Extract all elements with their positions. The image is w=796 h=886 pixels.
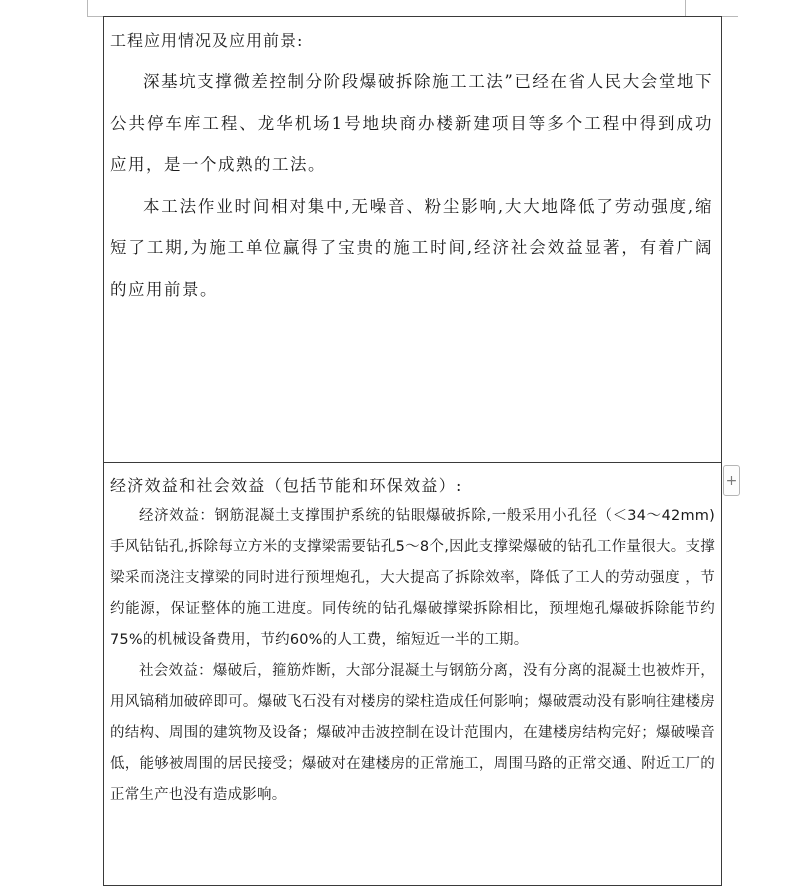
benefits-heading: 经济效益和社会效益（包括节能和环保效益）:: [110, 476, 463, 495]
crop-mark-right-h: [722, 16, 738, 17]
social-benefits-paragraph: 社会效益：爆破后，箍筋炸断，大部分混凝土与钢筋分离，没有分离的混凝土也被炸开，用风镐稍加破碎即可。爆破飞石没有对楼房的梁柱造成任何影响；爆破震动没有影响往建楼房的结构、周围的建筑物及设备；爆破冲击波控制在设计范围内，在建楼房结构完好；爆破噪音低，能够被周围的居民接受；爆破对在建楼房的正常施工，周围马路的正常交通、附近工厂的正常生产也没有造成影响。: [110, 663, 715, 803]
crop-mark-right: [685, 0, 686, 16]
application-heading: 工程应用情况及应用前景:: [110, 31, 304, 50]
document-table: [103, 16, 722, 886]
economic-benefits-paragraph: 经济效益：钢筋混凝土支撑围护系统的钻眼爆破拆除,一般采用小孔径（＜34～42mm)手风钻钻孔,拆除每立方米的支撑梁需要钻孔5～8个,因此支撑梁爆破的钻孔工作量很大。支撑梁采而浇注支撑梁的同时进行预埋炮孔，大大提高了拆除效率，降低了工人的劳动强度 ，节约能源，保证整体的施工进度。同传统的钻孔爆破撑梁拆除相比，预埋炮孔爆破拆除能节约75%的机械设备费用，节约60%的人工费，缩短近一半的工期。: [110, 508, 715, 648]
benefits-cell: [104, 463, 721, 885]
application-cell: [104, 17, 721, 463]
crop-mark-left: [87, 0, 88, 16]
add-row-button[interactable]: +: [723, 465, 740, 496]
application-paragraph-2: 本工法作业时间相对集中,无噪音、粉尘影响,大大地降低了劳动强度,缩短了工期,为施工单位赢得了宝贵的施工时间,经济社会效益显著，有着广阔的应用前景。: [110, 196, 713, 299]
application-paragraph-1: 深基坑支撑微差控制分阶段爆破拆除施工工法”已经在省人民大会堂地下公共停车库工程、龙华机场1号地块商办楼新建项目等多个工程中得到成功应用，是一个成熟的工法。: [110, 72, 713, 174]
crop-mark-left-h: [87, 16, 103, 17]
